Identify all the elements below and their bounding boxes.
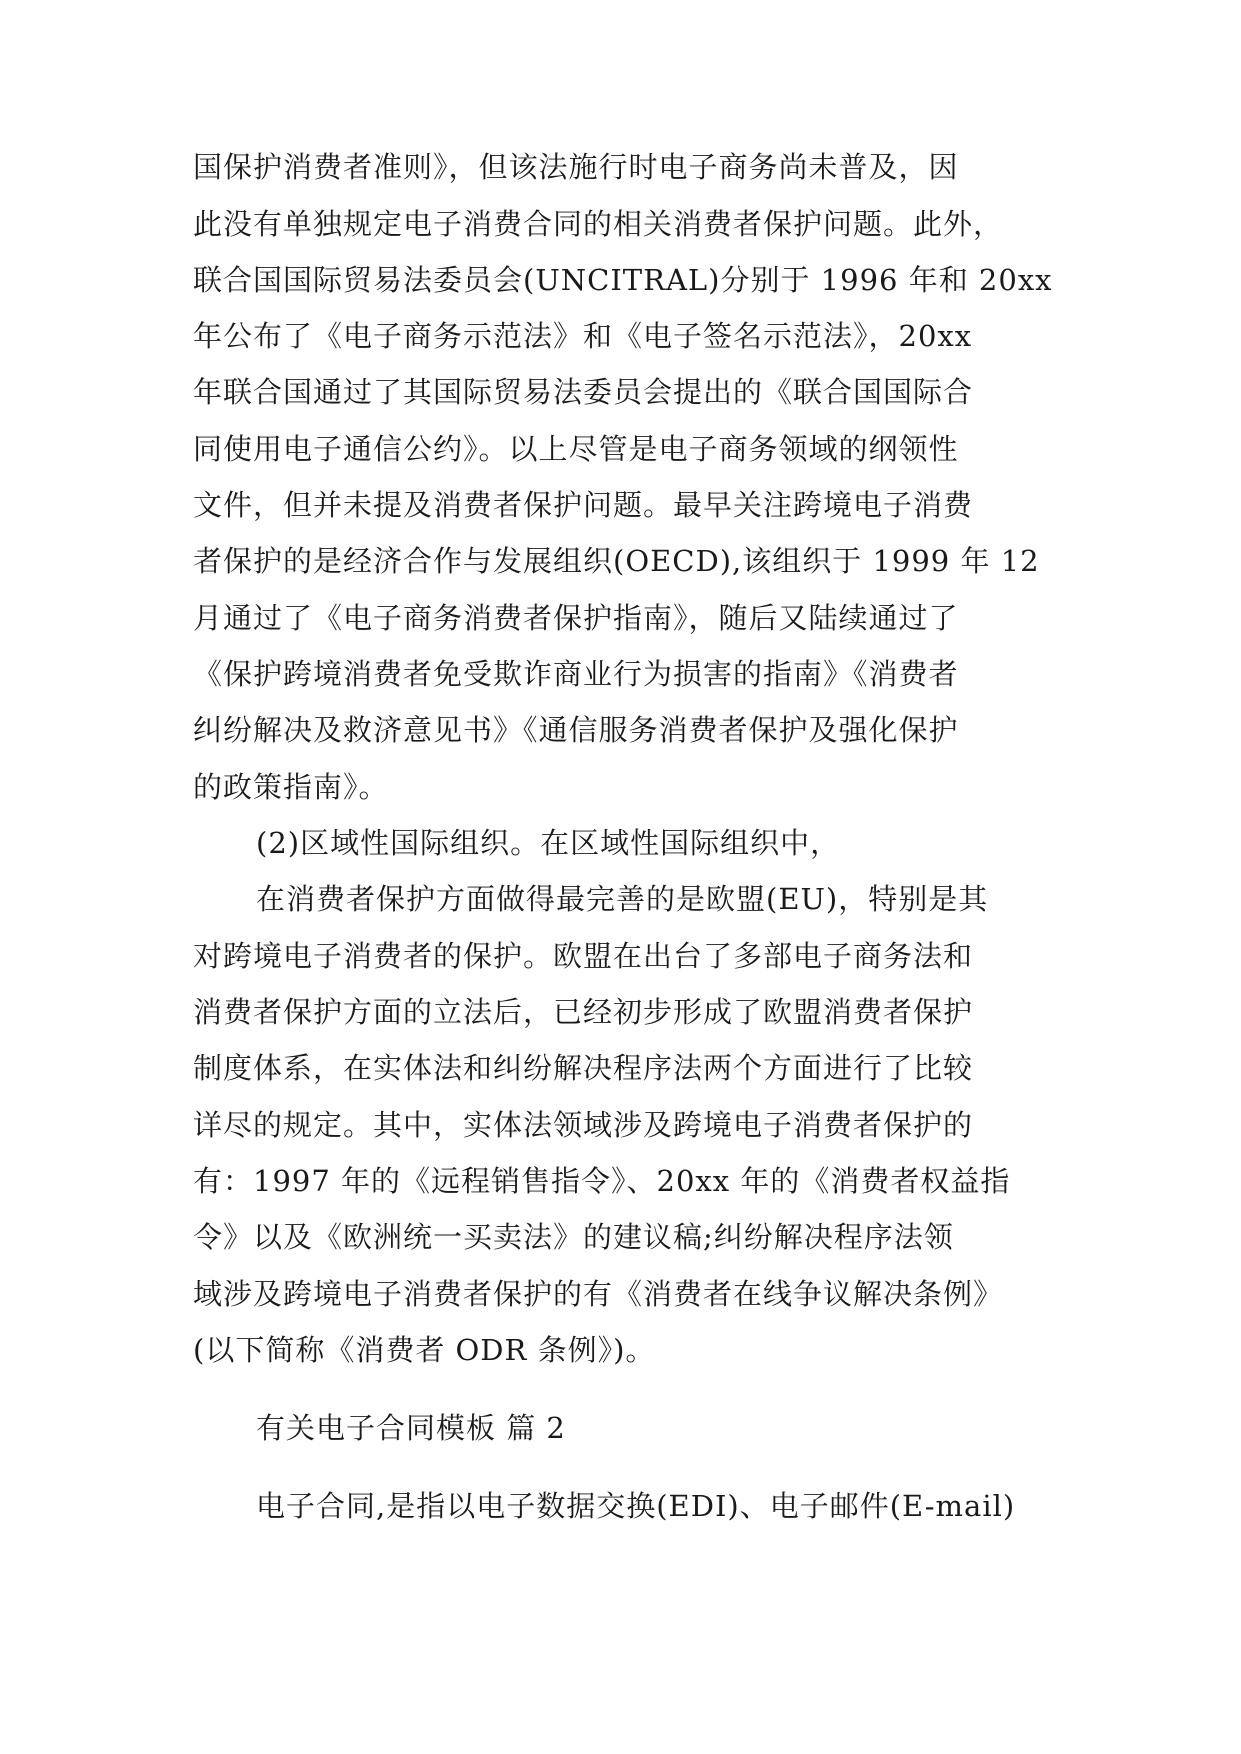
paragraph-line: 年联合国通过了其国际贸易法委员会提出的《联合国国际合 (193, 375, 974, 409)
paragraph-line: 《保护跨境消费者免受欺诈商业行为损害的指南》《消费者 (193, 657, 959, 691)
subsection-heading-line: (2)区域性国际组织。在区域性国际组织中， (256, 826, 841, 860)
paragraph-line: 联合国国际贸易法委员会(UNCITRAL)分别于 1996 年和 20xx (193, 263, 1053, 297)
paragraph-line: 者保护的是经济合作与发展组织(OECD),该组织于 1999 年 12 (193, 544, 1040, 578)
section-heading: 有关电子合同模板 篇 2 (256, 1411, 566, 1445)
paragraph-line: 域涉及跨境电子消费者保护的有《消费者在线争议解决条例》 (193, 1277, 1004, 1311)
paragraph-line: 纠纷解决及救济意见书》《通信服务消费者保护及强化保护 (193, 713, 959, 747)
paragraph-line: 文件，但并未提及消费者保护问题。最早关注跨境电子消费 (193, 488, 974, 522)
paragraph-line: 同使用电子通信公约》。以上尽管是电子商务领域的纲领性 (193, 432, 959, 466)
paragraph-line: 电子合同,是指以电子数据交换(EDI)、电子邮件(E-mail) (256, 1489, 1016, 1523)
paragraph-line: 消费者保护方面的立法后，已经初步形成了欧盟消费者保护 (193, 995, 974, 1029)
paragraph-line: 月通过了《电子商务消费者保护指南》，随后又陆续通过了 (193, 601, 959, 635)
paragraph-line: 国保护消费者准则》，但该法施行时电子商务尚未普及，因 (193, 150, 959, 184)
paragraph-line: (以下简称《消费者 ODR 条例》)。 (193, 1333, 656, 1367)
paragraph-line: 的政策指南》。 (193, 770, 389, 804)
paragraph-line: 对跨境电子消费者的保护。欧盟在出台了多部电子商务法和 (193, 939, 974, 973)
paragraph-line: 详尽的规定。其中，实体法领域涉及跨境电子消费者保护的 (193, 1108, 974, 1142)
paragraph-line: 年公布了《电子商务示范法》和《电子签名示范法》，20xx (193, 319, 973, 353)
paragraph-line: 在消费者保护方面做得最完善的是欧盟(EU)，特别是其 (256, 882, 989, 916)
paragraph-line: 此没有单独规定电子消费合同的相关消费者保护问题。此外， (193, 207, 1004, 241)
paragraph-line: 制度体系，在实体法和纠纷解决程序法两个方面进行了比较 (193, 1051, 974, 1085)
paragraph-line: 令》以及《欧洲统一买卖法》的建议稿;纠纷解决程序法领 (193, 1220, 954, 1254)
paragraph-line: 有：1997 年的《远程销售指令》、20xx 年的《消费者权益指 (193, 1164, 1011, 1198)
